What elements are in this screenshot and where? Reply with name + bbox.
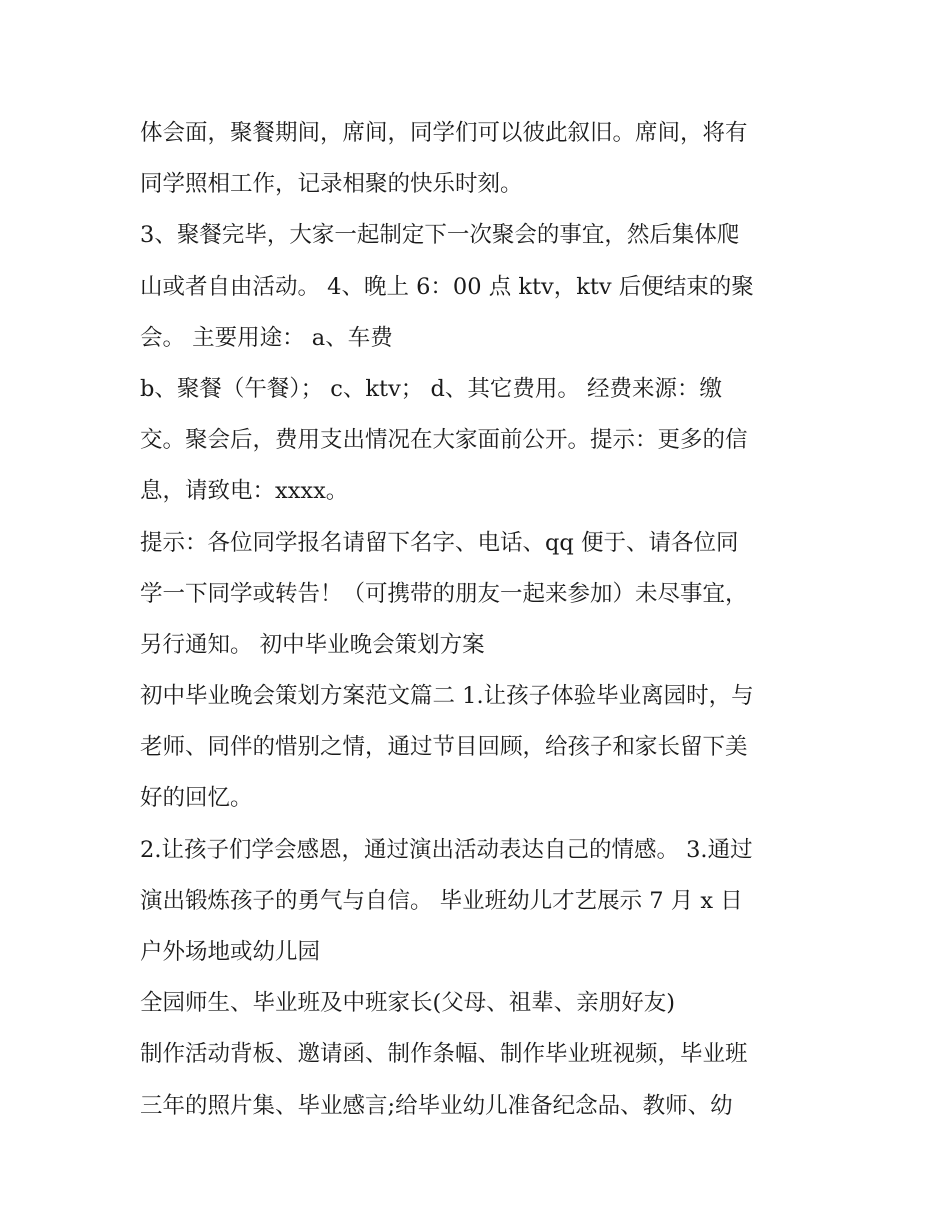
text-line: 好的回忆。: [140, 785, 253, 812]
text-line: 3、聚餐完毕，大家一起制定下一次聚会的事宜，然后集体爬: [140, 222, 740, 249]
text-line: 另行通知。 初中毕业晚会策划方案: [140, 631, 485, 658]
document-body: [140, 108, 820, 1132]
text-line: 制作活动背板、邀请函、制作条幅、制作毕业班视频，毕业班: [140, 1041, 748, 1068]
text-line: 会。 主要用途： a、车费: [140, 324, 393, 351]
text-line: 息，请致电：xxxx。: [140, 478, 349, 505]
text-line: 2.让孩子们学会感恩，通过演出活动表达自己的情感。 3.通过: [140, 836, 753, 863]
text-line: 山或者自由活动。 4、晚上 6：00 点 ktv，ktv 后便结束的聚: [140, 273, 754, 300]
text-line: b、聚餐（午餐）； c、ktv； d、其它费用。 经费来源：缴: [140, 375, 723, 402]
text-line: 同学照相工作，记录相聚的快乐时刻。: [140, 171, 523, 198]
text-line: 老师、同伴的惜别之情，通过节目回顾，给孩子和家长留下美: [140, 734, 748, 761]
text-line: 体会面，聚餐期间，席间，同学们可以彼此叙旧。席间，将有: [140, 120, 748, 146]
text-line: 提示：各位同学报名请留下名字、电话、qq 便于、请各位同: [140, 529, 739, 556]
text-line: 户外场地或幼儿园: [140, 939, 321, 965]
text-line: 学一下同学或转告！（可携带的朋友一起来参加）未尽事宜，: [140, 580, 748, 607]
text-line: 演出锻炼孩子的勇气与自信。 毕业班幼儿才艺展示 7 月 x 日: [140, 887, 743, 914]
text-line: 交。聚会后，费用支出情况在大家面前公开。提示：更多的信: [140, 427, 748, 454]
text-line: 全园师生、毕业班及中班家长(父母、祖辈、亲朋好友): [140, 990, 676, 1017]
text-line: 初中毕业晚会策划方案范文篇二 1.让孩子体验毕业离园时，与: [140, 683, 754, 710]
text-line: 三年的照片集、毕业感言;给毕业幼儿准备纪念品、教师、幼: [140, 1092, 733, 1119]
